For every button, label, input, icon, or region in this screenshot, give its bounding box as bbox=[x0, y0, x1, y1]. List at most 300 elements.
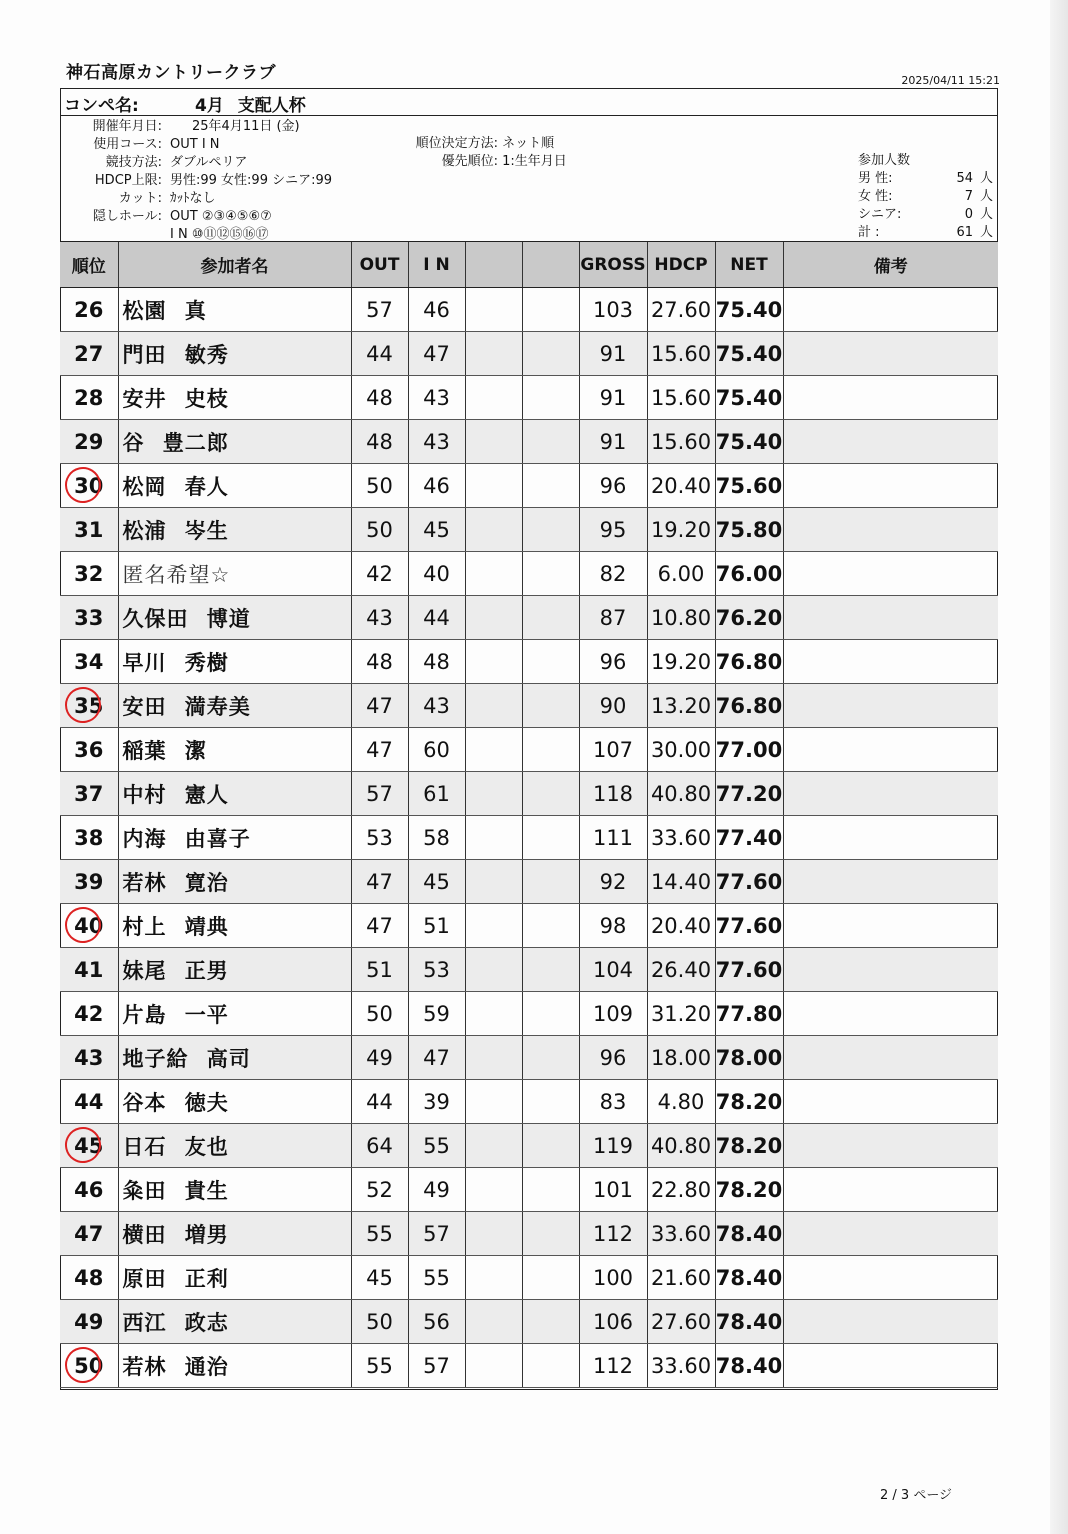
name-cell: 地子給 高司 bbox=[118, 1036, 351, 1080]
blank-cell bbox=[522, 728, 579, 772]
rank-value: 42 bbox=[74, 1001, 104, 1026]
remarks-cell bbox=[783, 992, 998, 1036]
net-cell: 77.40 bbox=[715, 816, 783, 860]
blank-cell bbox=[522, 1168, 579, 1212]
blank-cell bbox=[522, 816, 579, 860]
table-row bbox=[60, 1212, 998, 1256]
hdcp-cell: 30.00 bbox=[647, 728, 715, 772]
rank-value: 49 bbox=[74, 1309, 104, 1334]
method-label: 競技方法: bbox=[105, 155, 162, 170]
name-cell: 門田 敏秀 bbox=[118, 332, 351, 376]
gross-cell: 91 bbox=[579, 332, 647, 376]
blank-cell bbox=[465, 464, 522, 508]
out-cell: 53 bbox=[351, 816, 408, 860]
blank-cell bbox=[465, 1080, 522, 1124]
rank-cell bbox=[60, 772, 118, 816]
net-cell: 77.60 bbox=[715, 948, 783, 992]
in-cell: 43 bbox=[408, 376, 465, 420]
gross-cell: 92 bbox=[579, 860, 647, 904]
net-cell: 77.80 bbox=[715, 992, 783, 1036]
rank-cell bbox=[60, 992, 118, 1036]
priority-value: 1:生年月日 bbox=[502, 154, 567, 169]
name-cell: 久保田 博道 bbox=[118, 596, 351, 640]
blank-cell bbox=[465, 684, 522, 728]
table-row bbox=[60, 376, 998, 420]
out-cell: 47 bbox=[351, 860, 408, 904]
rank-value: 34 bbox=[74, 649, 104, 674]
rank-cell bbox=[60, 860, 118, 904]
name-cell: 稲葉 潔 bbox=[118, 728, 351, 772]
remarks-cell bbox=[783, 684, 998, 728]
gross-cell: 90 bbox=[579, 684, 647, 728]
rank-cell bbox=[60, 640, 118, 684]
blank-cell bbox=[522, 948, 579, 992]
rank-value: 32 bbox=[74, 561, 104, 586]
info-labels bbox=[66, 118, 162, 226]
col-header-gross: GROSS bbox=[579, 242, 647, 288]
table-row bbox=[60, 1080, 998, 1124]
rank-cell bbox=[60, 1256, 118, 1300]
remarks-cell bbox=[783, 1344, 998, 1388]
page-edge-shadow bbox=[1050, 0, 1068, 1534]
in-cell: 55 bbox=[408, 1256, 465, 1300]
competition-label: コンペ名: bbox=[64, 96, 139, 116]
remarks-cell bbox=[783, 1300, 998, 1344]
participant-count-row bbox=[858, 224, 993, 242]
name-cell: 村上 靖典 bbox=[118, 904, 351, 948]
rank-value: 39 bbox=[74, 869, 104, 894]
table-row bbox=[60, 1300, 998, 1344]
rank-cell bbox=[60, 288, 118, 332]
rank-cell bbox=[60, 728, 118, 772]
gross-cell: 95 bbox=[579, 508, 647, 552]
blank-cell bbox=[522, 1344, 579, 1388]
col-header-blank-2 bbox=[522, 242, 579, 288]
gross-cell: 107 bbox=[579, 728, 647, 772]
out-cell: 44 bbox=[351, 332, 408, 376]
table-row bbox=[60, 904, 998, 948]
in-cell: 39 bbox=[408, 1080, 465, 1124]
date-value: 25年4月11日 (金) bbox=[192, 119, 300, 134]
out-cell: 45 bbox=[351, 1256, 408, 1300]
rank-value: 27 bbox=[74, 341, 104, 366]
count-unit: 人 bbox=[979, 207, 993, 222]
out-cell: 50 bbox=[351, 1300, 408, 1344]
gross-cell: 119 bbox=[579, 1124, 647, 1168]
hdcp-cell: 10.80 bbox=[647, 596, 715, 640]
col-header-net: NET bbox=[715, 242, 783, 288]
net-cell: 76.80 bbox=[715, 640, 783, 684]
in-cell: 49 bbox=[408, 1168, 465, 1212]
hdcp-cell: 40.80 bbox=[647, 1124, 715, 1168]
participant-count-row bbox=[858, 170, 993, 188]
in-cell: 47 bbox=[408, 332, 465, 376]
gross-cell: 112 bbox=[579, 1212, 647, 1256]
club-name: 神石高原カントリークラブ bbox=[66, 63, 276, 83]
in-cell: 58 bbox=[408, 816, 465, 860]
gross-cell: 101 bbox=[579, 1168, 647, 1212]
remarks-cell bbox=[783, 464, 998, 508]
blank-cell bbox=[465, 420, 522, 464]
blank-cell bbox=[465, 552, 522, 596]
out-cell: 55 bbox=[351, 1344, 408, 1388]
name-cell: 若林 寛治 bbox=[118, 860, 351, 904]
col-header-blank-1 bbox=[465, 242, 522, 288]
out-cell: 47 bbox=[351, 904, 408, 948]
table-row bbox=[60, 992, 998, 1036]
col-header-in: I N bbox=[408, 242, 465, 288]
info-values bbox=[170, 118, 332, 244]
blank-cell bbox=[522, 860, 579, 904]
in-cell: 60 bbox=[408, 728, 465, 772]
rank-cell bbox=[60, 508, 118, 552]
gross-cell: 96 bbox=[579, 640, 647, 684]
table-row bbox=[60, 640, 998, 684]
rank-value: 36 bbox=[74, 737, 104, 762]
col-header-remarks: 備考 bbox=[783, 242, 998, 288]
rank-cell bbox=[60, 1300, 118, 1344]
net-cell: 78.20 bbox=[715, 1168, 783, 1212]
hdcp-cell: 27.60 bbox=[647, 1300, 715, 1344]
blank-cell bbox=[465, 1300, 522, 1344]
remarks-cell bbox=[783, 640, 998, 684]
red-circle-mark bbox=[62, 684, 105, 727]
hdcp-cell: 20.40 bbox=[647, 464, 715, 508]
out-cell: 49 bbox=[351, 1036, 408, 1080]
col-header-hdcp: HDCP bbox=[647, 242, 715, 288]
net-cell: 75.40 bbox=[715, 420, 783, 464]
name-cell: 匿名希望☆ bbox=[118, 552, 351, 596]
hdcp-cell: 18.00 bbox=[647, 1036, 715, 1080]
hdcp-cell: 19.20 bbox=[647, 640, 715, 684]
gross-cell: 100 bbox=[579, 1256, 647, 1300]
name-cell: 松浦 岑生 bbox=[118, 508, 351, 552]
out-cell: 57 bbox=[351, 772, 408, 816]
out-cell: 47 bbox=[351, 728, 408, 772]
hidden-holes-in: I N ⑩⑪⑫⑮⑯⑰ bbox=[170, 227, 269, 242]
remarks-cell bbox=[783, 376, 998, 420]
rank-value: 37 bbox=[74, 781, 104, 806]
table-row bbox=[60, 332, 998, 376]
blank-cell bbox=[522, 508, 579, 552]
hdcp-cell: 33.60 bbox=[647, 816, 715, 860]
method-value: ダブルペリア bbox=[170, 155, 248, 170]
out-cell: 44 bbox=[351, 1080, 408, 1124]
rank-cell bbox=[60, 1212, 118, 1256]
gross-cell: 96 bbox=[579, 464, 647, 508]
rank-cell bbox=[60, 904, 118, 948]
rank-value: 33 bbox=[74, 605, 104, 630]
out-cell: 55 bbox=[351, 1212, 408, 1256]
net-cell: 78.40 bbox=[715, 1256, 783, 1300]
net-cell: 77.60 bbox=[715, 860, 783, 904]
table-row bbox=[60, 1344, 998, 1388]
remarks-cell bbox=[783, 1168, 998, 1212]
blank-cell bbox=[522, 376, 579, 420]
table-row bbox=[60, 728, 998, 772]
table-row bbox=[60, 464, 998, 508]
out-cell: 42 bbox=[351, 552, 408, 596]
name-cell: 若林 通治 bbox=[118, 1344, 351, 1388]
in-cell: 44 bbox=[408, 596, 465, 640]
table-row bbox=[60, 420, 998, 464]
gross-cell: 112 bbox=[579, 1344, 647, 1388]
hdcp-cell: 6.00 bbox=[647, 552, 715, 596]
remarks-cell bbox=[783, 728, 998, 772]
in-cell: 47 bbox=[408, 1036, 465, 1080]
count-value: 7 bbox=[964, 189, 973, 204]
hdcp-cell: 14.40 bbox=[647, 860, 715, 904]
printed-timestamp: 2025/04/11 15:21 bbox=[901, 74, 1000, 87]
net-cell: 76.00 bbox=[715, 552, 783, 596]
hdcp-cell: 31.20 bbox=[647, 992, 715, 1036]
blank-cell bbox=[465, 1344, 522, 1388]
remarks-cell bbox=[783, 288, 998, 332]
blank-cell bbox=[522, 552, 579, 596]
rank-value: 28 bbox=[74, 385, 104, 410]
rank-cell bbox=[60, 376, 118, 420]
blank-cell bbox=[522, 1212, 579, 1256]
net-cell: 75.40 bbox=[715, 288, 783, 332]
blank-cell bbox=[465, 288, 522, 332]
hdcp-cell: 15.60 bbox=[647, 420, 715, 464]
rank-cell bbox=[60, 596, 118, 640]
gross-cell: 96 bbox=[579, 1036, 647, 1080]
count-value: 61 bbox=[956, 225, 973, 240]
net-cell: 75.40 bbox=[715, 376, 783, 420]
blank-cell bbox=[522, 1080, 579, 1124]
name-cell: 谷本 徳夫 bbox=[118, 1080, 351, 1124]
name-cell: 谷 豊二郎 bbox=[118, 420, 351, 464]
page-number: 2 / 3 ページ bbox=[880, 1488, 953, 1503]
net-cell: 75.40 bbox=[715, 332, 783, 376]
hdcp-cell: 27.60 bbox=[647, 288, 715, 332]
course-value: OUT I N bbox=[170, 137, 220, 152]
blank-cell bbox=[522, 772, 579, 816]
gross-cell: 106 bbox=[579, 1300, 647, 1344]
hdcp-cell: 33.60 bbox=[647, 1344, 715, 1388]
ranking-table bbox=[60, 241, 998, 1388]
in-cell: 43 bbox=[408, 684, 465, 728]
table-header-row bbox=[60, 242, 998, 288]
name-cell: 西江 政志 bbox=[118, 1300, 351, 1344]
rank-value: 31 bbox=[74, 517, 104, 542]
blank-cell bbox=[465, 596, 522, 640]
net-cell: 78.20 bbox=[715, 1080, 783, 1124]
rank-cell bbox=[60, 948, 118, 992]
blank-cell bbox=[465, 1168, 522, 1212]
col-header-out: OUT bbox=[351, 242, 408, 288]
priority-label: 優先順位: bbox=[441, 154, 498, 169]
rank-value: 38 bbox=[74, 825, 104, 850]
table-row bbox=[60, 860, 998, 904]
remarks-cell bbox=[783, 772, 998, 816]
rank-value: 40 bbox=[74, 913, 104, 938]
hdcp-label: HDCP上限: bbox=[94, 173, 162, 188]
blank-cell bbox=[522, 1300, 579, 1344]
net-cell: 78.00 bbox=[715, 1036, 783, 1080]
in-cell: 56 bbox=[408, 1300, 465, 1344]
rank-value: 46 bbox=[74, 1177, 104, 1202]
hdcp-cell: 19.20 bbox=[647, 508, 715, 552]
out-cell: 51 bbox=[351, 948, 408, 992]
gross-cell: 98 bbox=[579, 904, 647, 948]
out-cell: 64 bbox=[351, 1124, 408, 1168]
count-unit: 人 bbox=[979, 225, 993, 240]
remarks-cell bbox=[783, 1212, 998, 1256]
blank-cell bbox=[465, 332, 522, 376]
name-cell: 粂田 貴生 bbox=[118, 1168, 351, 1212]
in-cell: 45 bbox=[408, 508, 465, 552]
participant-counts bbox=[858, 152, 993, 242]
hdcp-value: 男性:99 女性:99 シニア:99 bbox=[170, 173, 333, 188]
remarks-cell bbox=[783, 552, 998, 596]
col-header-rank: 順位 bbox=[60, 242, 118, 288]
net-cell: 78.40 bbox=[715, 1212, 783, 1256]
competition-name: 4月 支配人杯 bbox=[195, 96, 306, 116]
in-cell: 40 bbox=[408, 552, 465, 596]
gross-cell: 103 bbox=[579, 288, 647, 332]
net-cell: 78.40 bbox=[715, 1344, 783, 1388]
rank-cell bbox=[60, 816, 118, 860]
table-row bbox=[60, 552, 998, 596]
participant-count-row bbox=[858, 188, 993, 206]
remarks-cell bbox=[783, 1256, 998, 1300]
out-cell: 50 bbox=[351, 992, 408, 1036]
in-cell: 46 bbox=[408, 288, 465, 332]
name-cell: 松園 真 bbox=[118, 288, 351, 332]
competition-row bbox=[60, 88, 998, 116]
participant-counts-title: 参加人数 bbox=[858, 153, 911, 168]
in-cell: 51 bbox=[408, 904, 465, 948]
count-label: 女 性: bbox=[858, 189, 893, 204]
rank-value: 44 bbox=[74, 1089, 104, 1114]
net-cell: 78.40 bbox=[715, 1300, 783, 1344]
table-row bbox=[60, 772, 998, 816]
out-cell: 48 bbox=[351, 420, 408, 464]
rank-cell bbox=[60, 332, 118, 376]
rank-method-label: 順位決定方法: bbox=[415, 136, 498, 151]
blank-cell bbox=[465, 904, 522, 948]
count-label: 計 : bbox=[858, 225, 880, 240]
table-row bbox=[60, 596, 998, 640]
red-circle-mark bbox=[62, 464, 105, 507]
blank-cell bbox=[522, 288, 579, 332]
red-circle-mark bbox=[62, 1344, 105, 1387]
gross-cell: 91 bbox=[579, 420, 647, 464]
count-label: 男 性: bbox=[858, 171, 893, 186]
red-circle-mark bbox=[62, 1124, 105, 1167]
remarks-cell bbox=[783, 1080, 998, 1124]
blank-cell bbox=[465, 1256, 522, 1300]
remarks-cell bbox=[783, 860, 998, 904]
rank-cell bbox=[60, 1344, 118, 1388]
gross-cell: 83 bbox=[579, 1080, 647, 1124]
count-unit: 人 bbox=[979, 171, 993, 186]
blank-cell bbox=[522, 1036, 579, 1080]
course-label: 使用コース: bbox=[93, 137, 162, 152]
blank-cell bbox=[522, 596, 579, 640]
rank-value: 43 bbox=[74, 1045, 104, 1070]
blank-cell bbox=[465, 1212, 522, 1256]
rank-cell bbox=[60, 552, 118, 596]
blank-cell bbox=[522, 420, 579, 464]
blank-cell bbox=[522, 1256, 579, 1300]
blank-cell bbox=[465, 1036, 522, 1080]
blank-cell bbox=[522, 684, 579, 728]
rank-value: 26 bbox=[74, 297, 104, 322]
table-row bbox=[60, 288, 998, 332]
name-cell: 中村 憲人 bbox=[118, 772, 351, 816]
name-cell: 松岡 春人 bbox=[118, 464, 351, 508]
remarks-cell bbox=[783, 508, 998, 552]
in-cell: 61 bbox=[408, 772, 465, 816]
name-cell: 安井 史枝 bbox=[118, 376, 351, 420]
blank-cell bbox=[522, 464, 579, 508]
in-cell: 53 bbox=[408, 948, 465, 992]
gross-cell: 91 bbox=[579, 376, 647, 420]
table-row bbox=[60, 1256, 998, 1300]
in-cell: 59 bbox=[408, 992, 465, 1036]
red-circle-mark bbox=[62, 904, 105, 947]
blank-cell bbox=[465, 1124, 522, 1168]
net-cell: 76.20 bbox=[715, 596, 783, 640]
name-cell: 安田 満寿美 bbox=[118, 684, 351, 728]
hdcp-cell: 20.40 bbox=[647, 904, 715, 948]
table-row bbox=[60, 816, 998, 860]
count-unit: 人 bbox=[979, 189, 993, 204]
blank-cell bbox=[465, 728, 522, 772]
gross-cell: 87 bbox=[579, 596, 647, 640]
table-row bbox=[60, 1036, 998, 1080]
count-value: 0 bbox=[964, 207, 973, 222]
cut-label: カット: bbox=[118, 191, 162, 206]
blank-cell bbox=[465, 640, 522, 684]
table-row bbox=[60, 1124, 998, 1168]
out-cell: 48 bbox=[351, 640, 408, 684]
table-row bbox=[60, 1168, 998, 1212]
remarks-cell bbox=[783, 1036, 998, 1080]
blank-cell bbox=[522, 640, 579, 684]
hdcp-cell: 33.60 bbox=[647, 1212, 715, 1256]
hidden-holes-label: 隠しホール: bbox=[92, 209, 162, 224]
table-row bbox=[60, 684, 998, 728]
gross-cell: 109 bbox=[579, 992, 647, 1036]
rank-value: 47 bbox=[74, 1221, 104, 1246]
rank-method-value: ネット順 bbox=[502, 136, 555, 151]
rank-cell bbox=[60, 1080, 118, 1124]
name-cell: 片島 一平 bbox=[118, 992, 351, 1036]
blank-cell bbox=[522, 904, 579, 948]
in-cell: 46 bbox=[408, 464, 465, 508]
name-cell: 内海 由喜子 bbox=[118, 816, 351, 860]
in-cell: 43 bbox=[408, 420, 465, 464]
hdcp-cell: 15.60 bbox=[647, 376, 715, 420]
remarks-cell bbox=[783, 904, 998, 948]
rank-value: 50 bbox=[74, 1353, 104, 1378]
remarks-cell bbox=[783, 816, 998, 860]
rank-cell bbox=[60, 1168, 118, 1212]
gross-cell: 104 bbox=[579, 948, 647, 992]
rank-cell bbox=[60, 684, 118, 728]
count-label: シニア: bbox=[858, 207, 902, 222]
rank-rules bbox=[398, 135, 567, 171]
name-cell: 日石 友也 bbox=[118, 1124, 351, 1168]
blank-cell bbox=[465, 376, 522, 420]
table-row bbox=[60, 948, 998, 992]
net-cell: 77.20 bbox=[715, 772, 783, 816]
rank-cell bbox=[60, 464, 118, 508]
